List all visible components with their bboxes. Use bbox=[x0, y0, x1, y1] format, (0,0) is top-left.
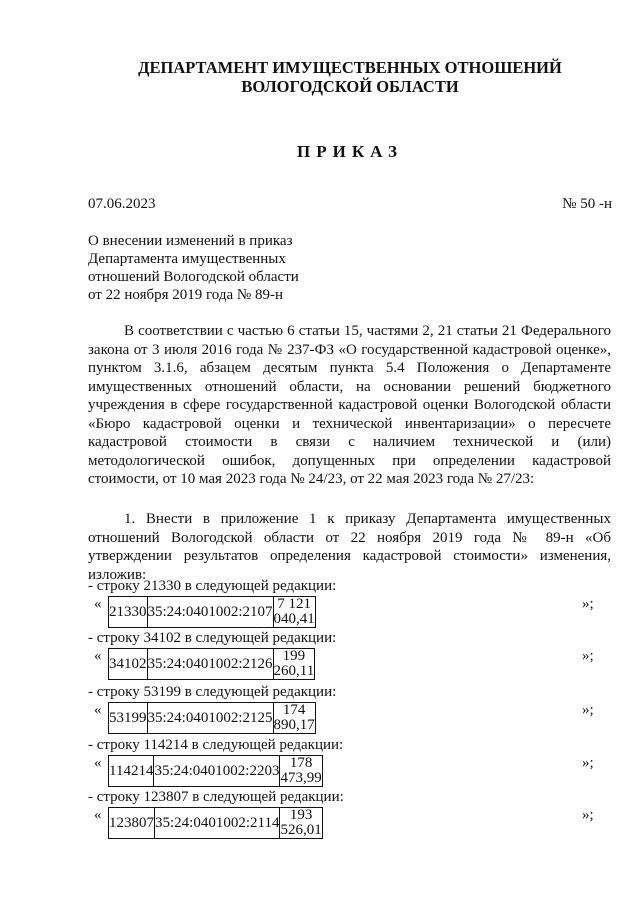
subject-line: от 22 ноября 2019 года № 89-н bbox=[88, 287, 283, 303]
row-id: 123807 bbox=[109, 808, 155, 839]
close-quote: »; bbox=[582, 596, 594, 612]
close-quote: »; bbox=[582, 648, 594, 664]
document-title: ПРИКАЗ bbox=[297, 142, 403, 161]
cadastral-table bbox=[108, 596, 316, 628]
subject-line: О внесении изменений в приказ bbox=[88, 233, 293, 249]
close-quote: »; bbox=[582, 807, 594, 823]
item-1-paragraph bbox=[88, 510, 611, 584]
open-quote: « bbox=[94, 596, 102, 612]
row-label: - строку 123807 в следующей редакции: bbox=[88, 789, 344, 805]
document-date: 07.06.2023 bbox=[88, 196, 156, 212]
subject-line: отношений Вологодской области bbox=[88, 269, 299, 285]
cadastral-value: 178 473,99 bbox=[280, 755, 322, 786]
document-number: № 50 -н bbox=[562, 196, 612, 212]
preamble-text: В соответствии с частью 6 статьи 15, частями 2, 21 статьи 21 Федерального закона от 3 июля 2016 года № 237-ФЗ «О государственной кадастровой оценке», пунктом 3.1.6, абзацем десятым пункта 5.4 Положения о Департаменте имущественных отношений области, на основании решений бюджетного учреждения в сфере государственной кадастровой оценки Вологодской области «Бюро кадастровой оценки и технической инвентаризации» о пересчете кадастровой стоимости в связи с наличием технической и (или) методологической ошибок, допущенных при определении кадастровой стоимости, от 10 мая 2023 года № 24/23, от 22 мая 2023 года № 27/23: bbox=[88, 323, 611, 487]
subject-line: Департамента имущественных bbox=[88, 251, 286, 267]
department-header bbox=[0, 58, 640, 96]
cadastral-number: 35:24:0401002:2107 bbox=[147, 597, 273, 628]
cadastral-table bbox=[108, 755, 323, 787]
close-quote: »; bbox=[582, 755, 594, 771]
row-label: - строку 34102 в следующей редакции: bbox=[88, 630, 337, 646]
open-quote: « bbox=[94, 755, 102, 771]
row-id: 21330 bbox=[109, 597, 148, 628]
cadastral-table bbox=[108, 702, 316, 734]
cadastral-value: 7 121 040,41 bbox=[273, 596, 315, 627]
row-id: 34102 bbox=[109, 649, 148, 680]
cadastral-value: 193 526,01 bbox=[280, 807, 322, 838]
cadastral-table bbox=[108, 807, 323, 839]
cadastral-number: 35:24:0401002:2114 bbox=[155, 808, 280, 839]
preamble-paragraph bbox=[88, 322, 611, 489]
department-line-1: ДЕПАРТАМЕНТ ИМУЩЕСТВЕННЫХ ОТНОШЕНИЙ bbox=[138, 58, 562, 77]
row-label: - строку 114214 в следующей редакции: bbox=[88, 737, 344, 753]
close-quote: »; bbox=[582, 702, 594, 718]
row-label: - строку 53199 в следующей редакции: bbox=[88, 684, 337, 700]
open-quote: « bbox=[94, 648, 102, 664]
open-quote: « bbox=[94, 702, 102, 718]
row-id: 53199 bbox=[109, 703, 148, 734]
cadastral-number: 35:24:0401002:2126 bbox=[147, 649, 273, 680]
cadastral-value: 174 890,17 bbox=[273, 702, 315, 733]
cadastral-number: 35:24:0401002:2125 bbox=[147, 703, 273, 734]
cadastral-number: 35:24:0401002:2203 bbox=[154, 756, 280, 787]
cadastral-value: 199 260,11 bbox=[273, 648, 315, 679]
department-line-2: ВОЛОГОДСКОЙ ОБЛАСТИ bbox=[241, 77, 459, 96]
item-1-text: 1. Внести в приложение 1 к приказу Департамента имущественных отношений Вологодской области от 22 ноября 2019 года № 89-н «Об утверждении результатов определения кадастровой стоимости» изменения, изложив: bbox=[88, 511, 611, 583]
document-subject bbox=[88, 232, 299, 304]
open-quote: « bbox=[94, 807, 102, 823]
row-id: 114214 bbox=[109, 756, 154, 787]
row-label: - строку 21330 в следующей редакции: bbox=[88, 578, 337, 594]
cadastral-table bbox=[108, 648, 315, 680]
